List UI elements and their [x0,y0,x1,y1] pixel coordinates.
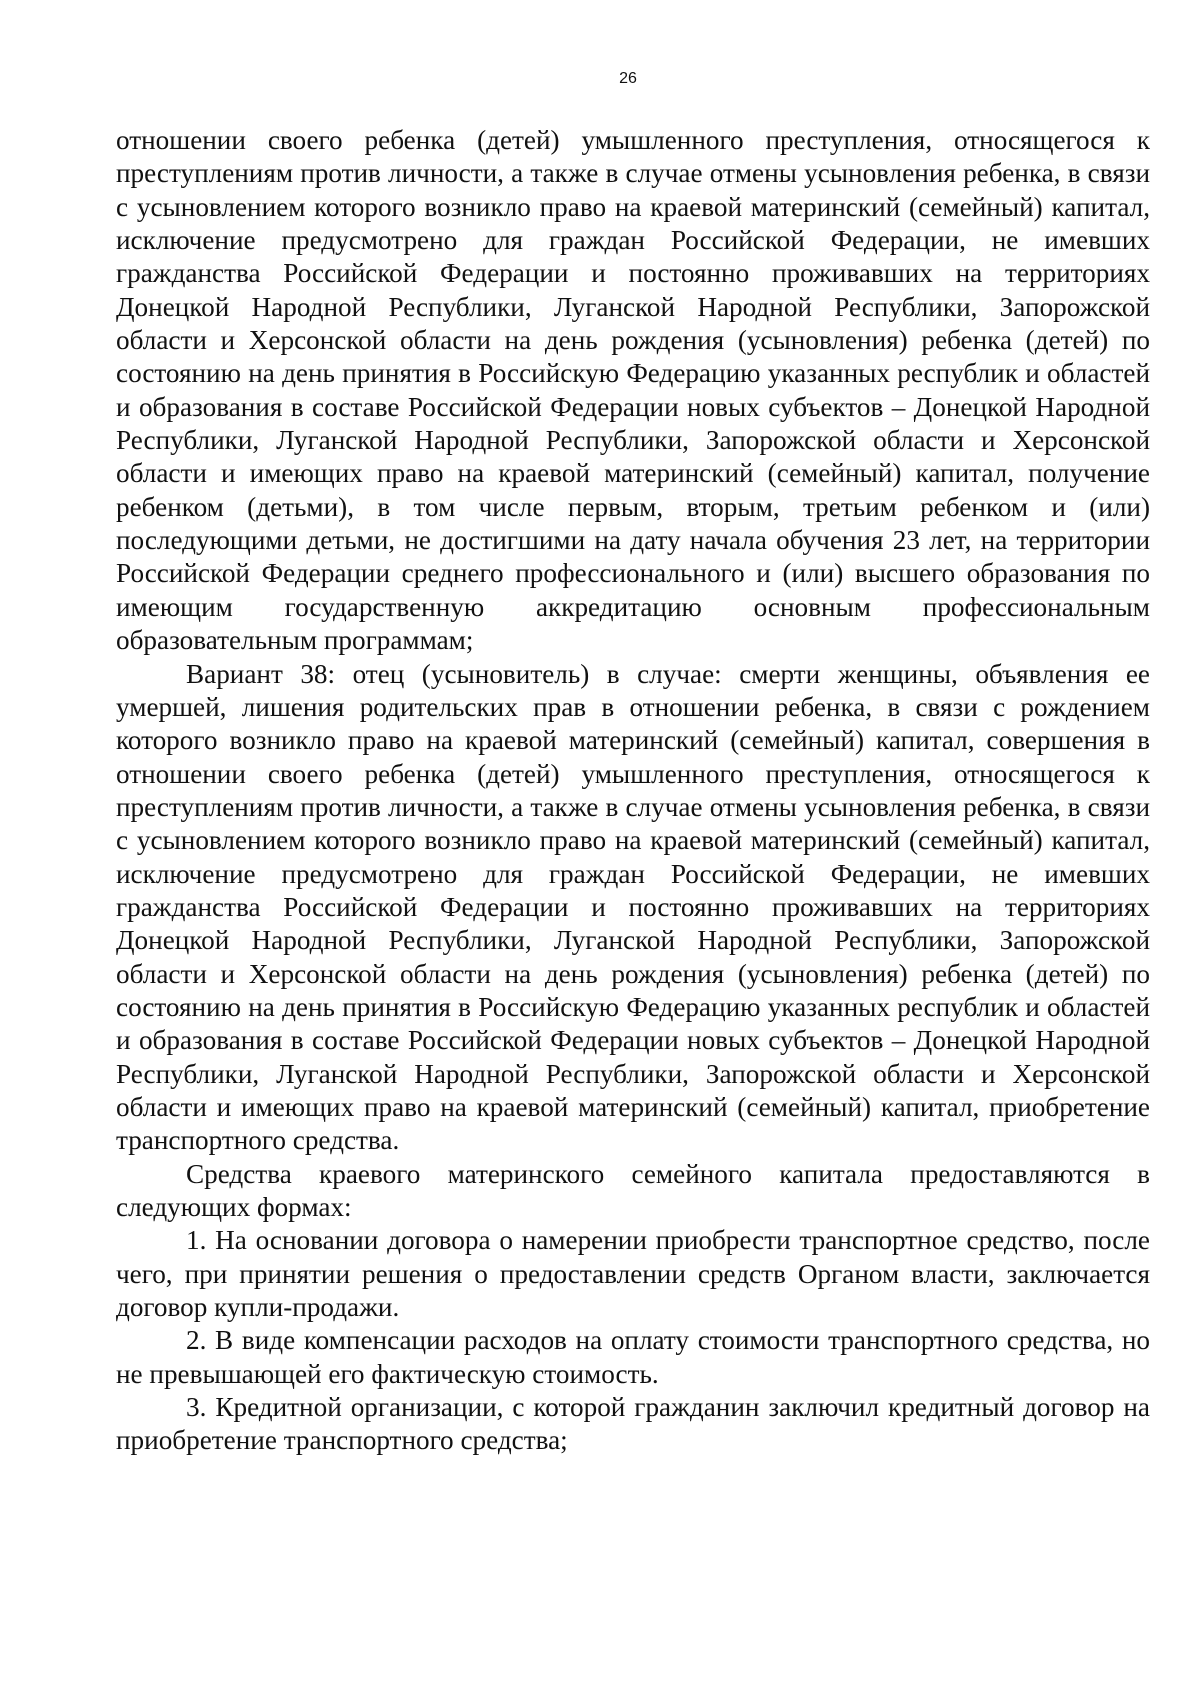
document-body [116,124,1150,1458]
page-number: 26 [619,70,637,87]
paragraph-continuation: отношении своего ребенка (детей) умышленного преступления, относящегося к преступлениям против личности, а также в случае отмены усыновления ребенка, в связи с усыновлением которого возникло право на краевой материнский (семейный) капитал, исключение предусмотрено для граждан Российской Федерации, не имевших гражданства Российской Федерации и постоянно проживавших на территориях Донецкой Народной Республики, Луганской Народной Республики, Запорожской области и Херсонской области на день рождения (усыновления) ребенка (детей) по состоянию на день принятия в Российскую Федерацию указанных республик и областей и образования в составе Российской Федерации новых субъектов – Донецкой Народной Республики, Луганской Народной Республики, Запорожской области и Херсонской области и имеющих право на краевой материнский (семейный) капитал, получение ребенком (детьми), в том числе первым, вторым, третьим ребенком и (или) последующими детьми, не достигшими на дату начала обучения 23 лет, на территории Российской Федерации среднего профессионального и (или) высшего образования по имеющим государственную аккредитацию основным профессиональным образовательным программам; [116,125,1150,656]
paragraph-variant-38: Вариант 38: отец (усыновитель) в случае: смерти женщины, объявления ее умершей, лишения родительских прав в отношении ребенка, в связи с рождением которого возникло право на краевой материнский (семейный) капитал, совершения в отношении своего ребенка (детей) умышленного преступления, относящегося к преступлениям против личности, а также в случае отмены усыновления ребенка, в связи с усыновлением которого возникло право на краевой материнский (семейный) капитал, исключение предусмотрено для граждан Российской Федерации, не имевших гражданства Российской Федерации и постоянно проживавших на территориях Донецкой Народной Республики, Луганской Народной Республики, Запорожской области и Херсонской области на день рождения (усыновления) ребенка (детей) по состоянию на день принятия в Российскую Федерацию указанных республик и областей и образования в составе Российской Федерации новых субъектов – Донецкой Народной Республики, Луганской Народной Республики, Запорожской области и Херсонской области и имеющих право на краевой материнский (семейный) капитал, приобретение транспортного средства. [116,658,1150,1156]
paragraph-form-1: 1. На основании договора о намерении приобрести транспортное средство, после чего, при принятии решения о предоставлении средств Органом власти, заключается договор купли-продажи. [116,1225,1150,1323]
paragraph-form-3: 3. Кредитной организации, с которой гражданин заключил кредитный договор на приобретение транспортного средства; [116,1392,1150,1456]
paragraph-forms-intro: Средства краевого материнского семейного капитала предоставляются в следующих формах: [116,1158,1150,1222]
paragraph-form-2: 2. В виде компенсации расходов на оплату стоимости транспортного средства, но не превышающей его фактическую стоимость. [116,1325,1150,1389]
